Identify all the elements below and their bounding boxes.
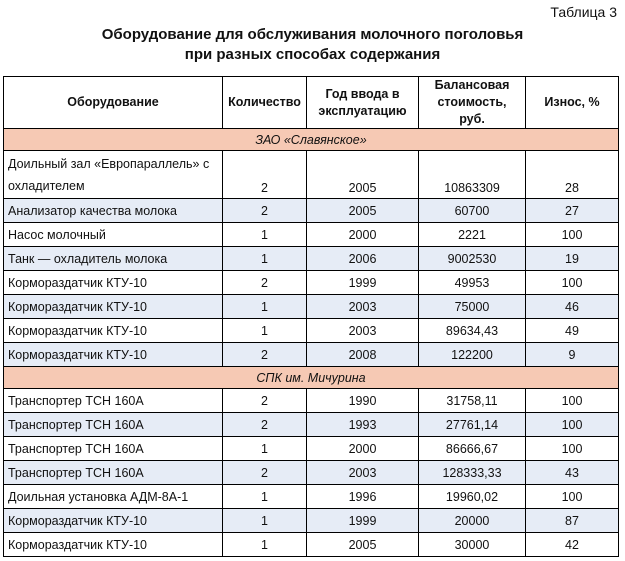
cell-wear: 100 (526, 389, 619, 413)
cell-year: 2008 (307, 343, 419, 367)
cell-equipment: Доильный зал «Европараллель» с охладителем (4, 151, 223, 199)
header-equipment: Оборудование (4, 77, 223, 129)
cell-value: 27761,14 (419, 413, 526, 437)
cell-quantity: 2 (223, 389, 307, 413)
cell-equipment: Кормораздатчик КТУ-10 (4, 343, 223, 367)
cell-quantity: 1 (223, 533, 307, 557)
cell-quantity: 1 (223, 247, 307, 271)
cell-equipment: Кормораздатчик КТУ-10 (4, 533, 223, 557)
cell-year: 1999 (307, 509, 419, 533)
table-body (4, 129, 619, 557)
table-row (4, 509, 619, 533)
cell-wear: 42 (526, 533, 619, 557)
section-title: ЗАО «Славянское» (4, 129, 619, 151)
cell-equipment: Танк — охладитель молока (4, 247, 223, 271)
cell-wear: 28 (526, 151, 619, 199)
cell-value: 122200 (419, 343, 526, 367)
cell-value: 19960,02 (419, 485, 526, 509)
cell-equipment: Насос молочный (4, 223, 223, 247)
cell-wear: 43 (526, 461, 619, 485)
table-row (4, 437, 619, 461)
cell-wear: 100 (526, 223, 619, 247)
cell-value: 60700 (419, 199, 526, 223)
cell-year: 2005 (307, 533, 419, 557)
cell-value: 31758,11 (419, 389, 526, 413)
table-title (0, 25, 625, 65)
cell-value: 49953 (419, 271, 526, 295)
header-wear: Износ, % (526, 77, 619, 129)
header-year: Год ввода в эксплуатацию (307, 77, 419, 129)
cell-year: 2006 (307, 247, 419, 271)
cell-wear: 100 (526, 413, 619, 437)
cell-year: 2005 (307, 199, 419, 223)
cell-quantity: 1 (223, 295, 307, 319)
cell-equipment: Кормораздатчик КТУ-10 (4, 271, 223, 295)
cell-value: 128333,33 (419, 461, 526, 485)
table-row (4, 389, 619, 413)
cell-wear: 19 (526, 247, 619, 271)
cell-quantity: 1 (223, 319, 307, 343)
cell-wear: 100 (526, 485, 619, 509)
table-row (4, 271, 619, 295)
cell-year: 2003 (307, 295, 419, 319)
cell-wear: 49 (526, 319, 619, 343)
cell-value: 86666,67 (419, 437, 526, 461)
equipment-table (3, 76, 619, 557)
table-row (4, 343, 619, 367)
cell-wear: 100 (526, 437, 619, 461)
cell-year: 1999 (307, 271, 419, 295)
cell-wear: 87 (526, 509, 619, 533)
cell-equipment: Кормораздатчик КТУ-10 (4, 509, 223, 533)
cell-equipment: Доильная установка АДМ-8А-1 (4, 485, 223, 509)
header-quantity: Количество (223, 77, 307, 129)
cell-year: 2000 (307, 223, 419, 247)
table-row (4, 151, 619, 199)
title-line-1: Оборудование для обслуживания молочного поголовья (101, 26, 524, 43)
table-row (4, 199, 619, 223)
cell-equipment: Кормораздатчик КТУ-10 (4, 319, 223, 343)
cell-quantity: 1 (223, 485, 307, 509)
cell-year: 2003 (307, 461, 419, 485)
cell-equipment: Анализатор качества молока (4, 199, 223, 223)
cell-quantity: 1 (223, 223, 307, 247)
cell-equipment: Кормораздатчик КТУ-10 (4, 295, 223, 319)
table-row (4, 319, 619, 343)
cell-year: 1996 (307, 485, 419, 509)
cell-value: 9002530 (419, 247, 526, 271)
cell-equipment: Транспортер ТСН 160А (4, 437, 223, 461)
cell-value: 30000 (419, 533, 526, 557)
cell-value: 20000 (419, 509, 526, 533)
section-row (4, 367, 619, 389)
cell-quantity: 2 (223, 271, 307, 295)
cell-quantity: 1 (223, 509, 307, 533)
table-row (4, 223, 619, 247)
cell-year: 1990 (307, 389, 419, 413)
cell-value: 2221 (419, 223, 526, 247)
cell-wear: 9 (526, 343, 619, 367)
table-header (4, 77, 619, 129)
cell-value: 75000 (419, 295, 526, 319)
table-row (4, 485, 619, 509)
cell-quantity: 2 (223, 199, 307, 223)
cell-year: 2003 (307, 319, 419, 343)
cell-year: 2000 (307, 437, 419, 461)
cell-value: 89634,43 (419, 319, 526, 343)
table-row (4, 461, 619, 485)
cell-equipment: Транспортер ТСН 160А (4, 461, 223, 485)
header-value: Балансовая стоимость, руб. (419, 77, 526, 129)
cell-quantity: 2 (223, 343, 307, 367)
section-title: СПК им. Мичурина (4, 367, 619, 389)
cell-equipment: Транспортер ТСН 160А (4, 413, 223, 437)
cell-wear: 27 (526, 199, 619, 223)
cell-year: 1993 (307, 413, 419, 437)
cell-quantity: 2 (223, 461, 307, 485)
cell-wear: 100 (526, 271, 619, 295)
cell-wear: 46 (526, 295, 619, 319)
cell-equipment: Транспортер ТСН 160А (4, 389, 223, 413)
table-row (4, 533, 619, 557)
cell-quantity: 1 (223, 437, 307, 461)
cell-quantity: 2 (223, 413, 307, 437)
header-row (4, 77, 619, 129)
title-line-2: при разных способах содержания (184, 46, 441, 63)
cell-value: 10863309 (419, 151, 526, 199)
cell-quantity: 2 (223, 151, 307, 199)
table-row (4, 295, 619, 319)
table-row (4, 247, 619, 271)
section-row (4, 129, 619, 151)
cell-year: 2005 (307, 151, 419, 199)
table-row (4, 413, 619, 437)
table-label: Таблица 3 (550, 4, 617, 20)
